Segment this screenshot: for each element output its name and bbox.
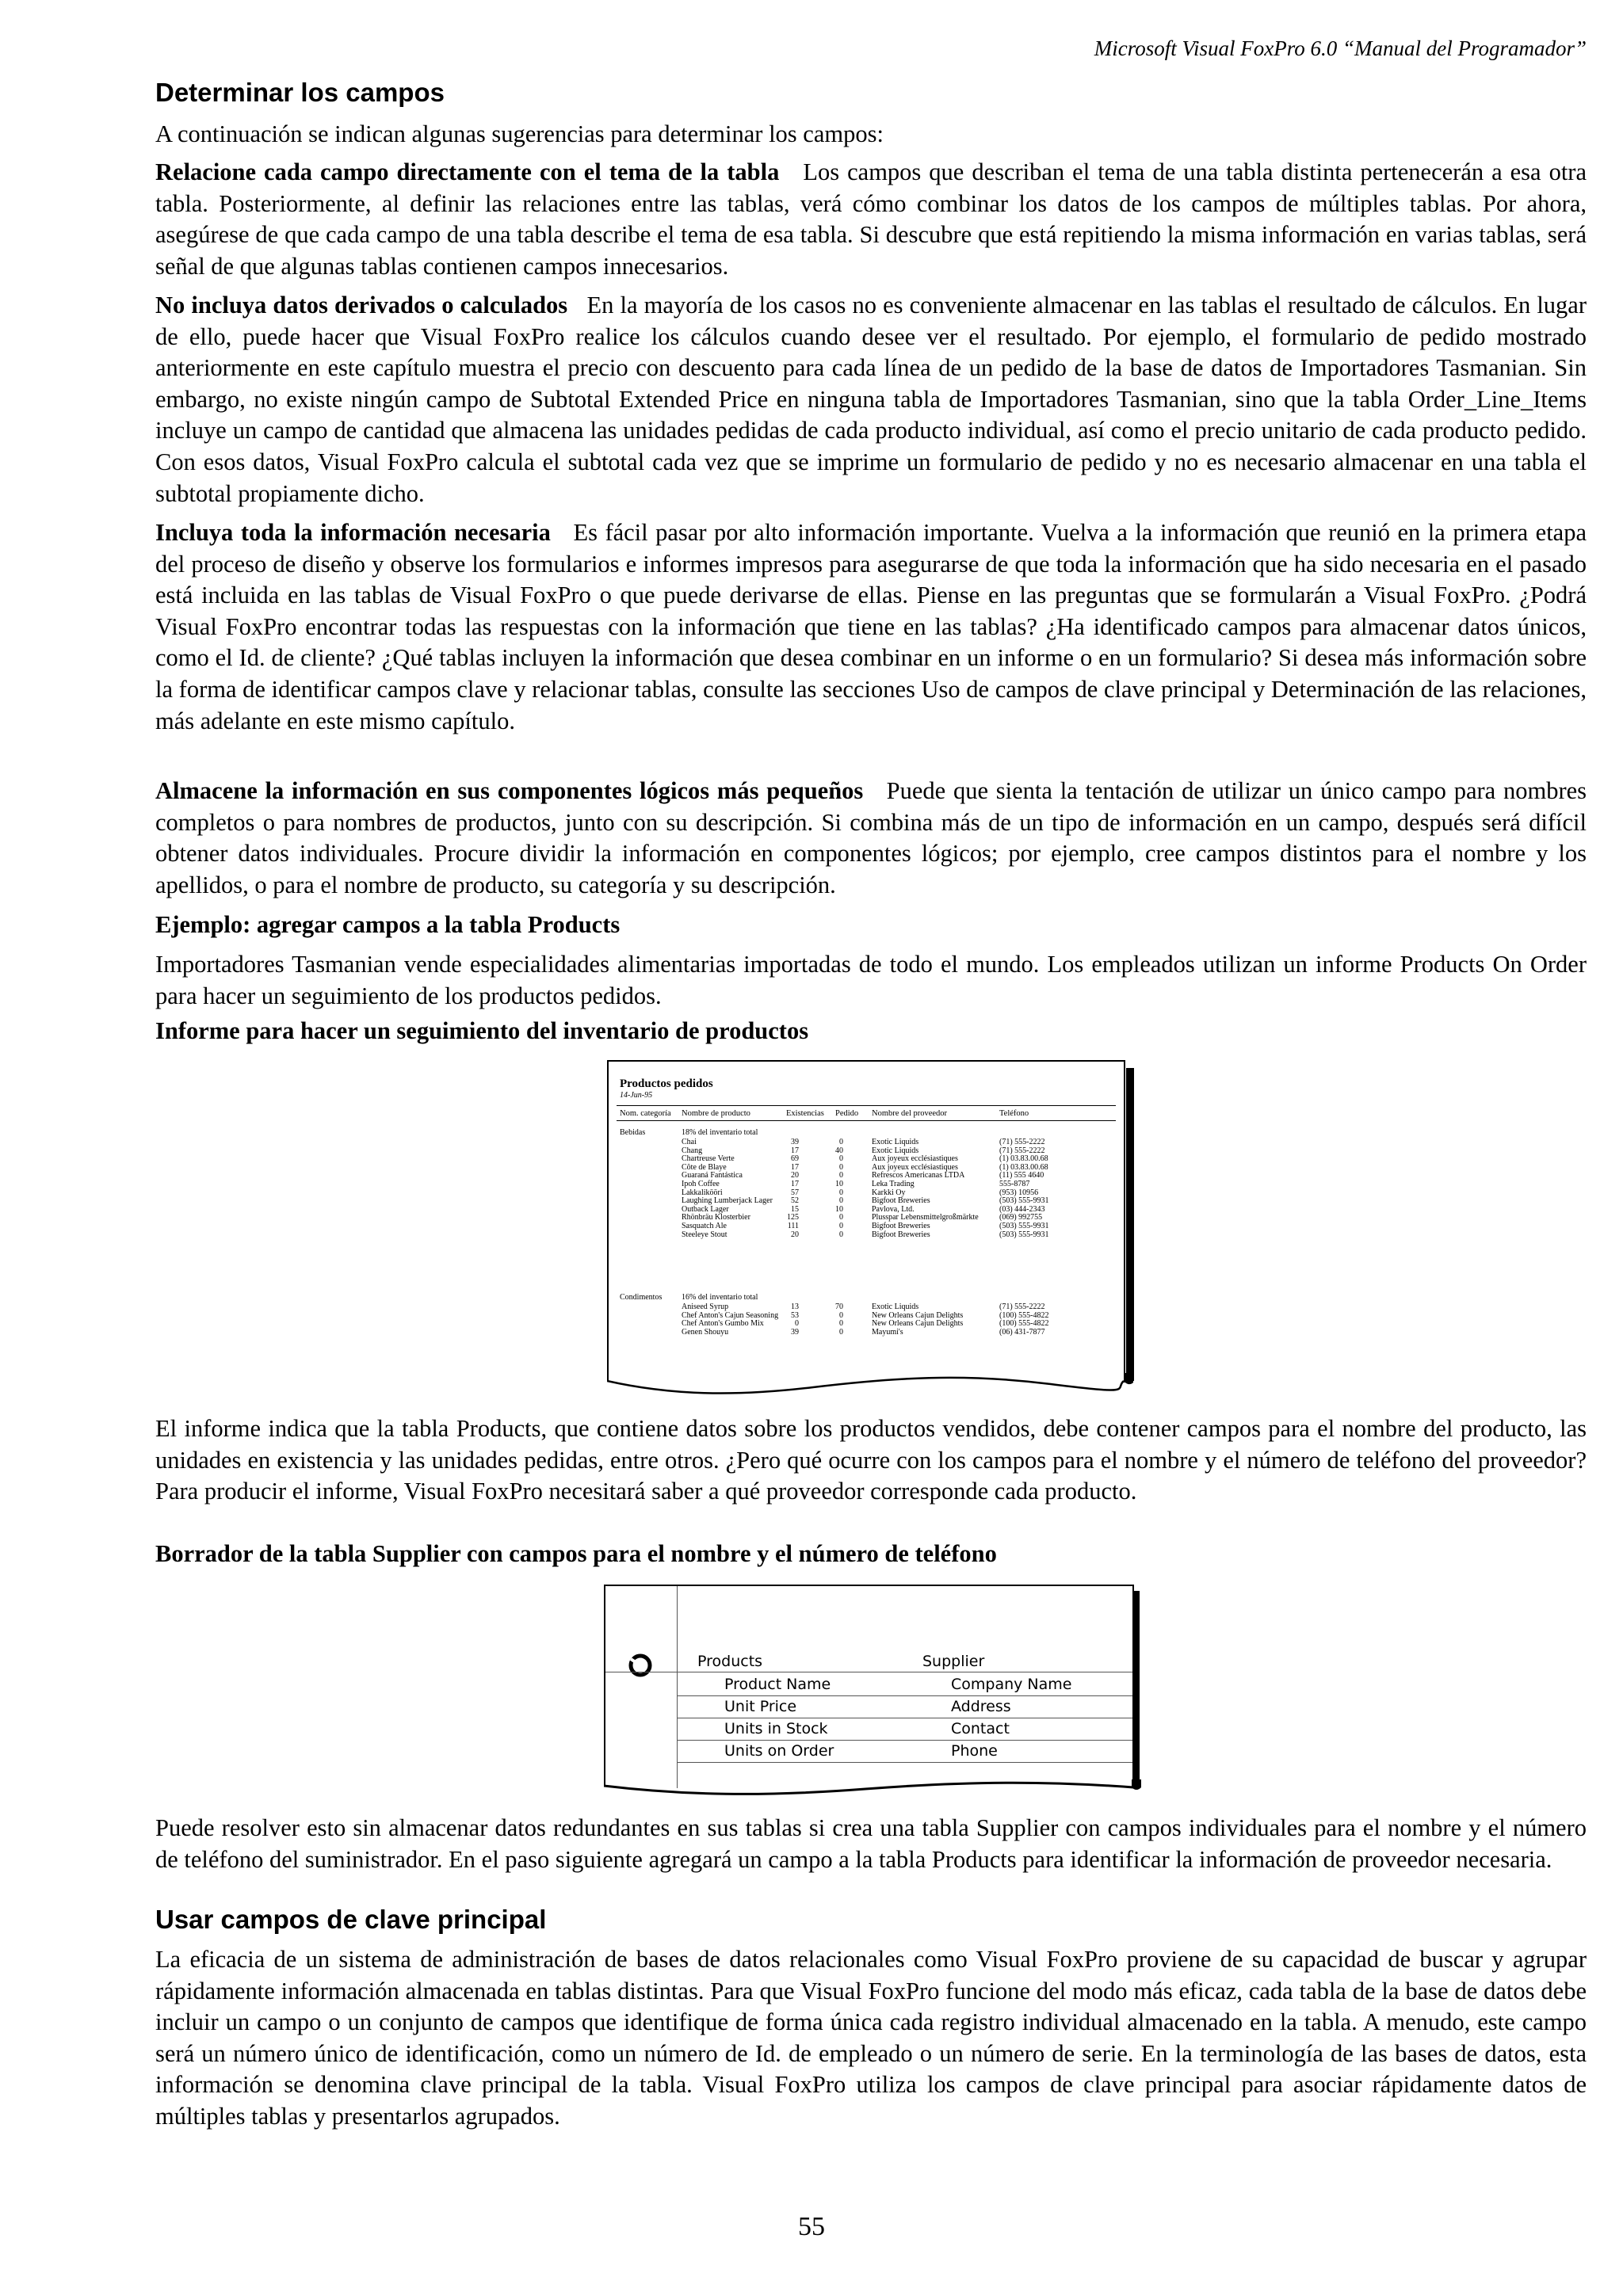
report-col-order: Pedido — [835, 1109, 859, 1118]
report-cell: Chartreuse Verte — [682, 1154, 735, 1164]
report-cell: 10 — [835, 1180, 843, 1188]
products-table-title: Products — [697, 1653, 763, 1670]
report-cell: 0 — [839, 1310, 843, 1320]
paragraph-incluya-toda — [155, 517, 1587, 737]
report-cell: Genen Shouyu — [682, 1327, 729, 1337]
paragraph-lead: Almacene la información en sus componentes lógicos más pequeños — [155, 777, 864, 804]
report-cell: Bigfoot Breweries — [872, 1222, 930, 1230]
report-cell: New Orleans Cajun Delights — [872, 1310, 964, 1320]
pointer-icon — [626, 1651, 658, 1683]
products-field: Unit Price — [724, 1698, 797, 1715]
paragraph-lead: No incluya datos derivados o calculados — [155, 292, 568, 318]
report-cell: Bigfoot Breweries — [872, 1196, 930, 1206]
report-cell: Laughing Lumberjack Lager — [682, 1196, 773, 1206]
report-cell: 0 — [839, 1171, 843, 1180]
report-cell: (71) 555-2222 — [999, 1146, 1045, 1155]
report-cell: Côte de Blaye — [682, 1162, 727, 1172]
supplier-field: Contact — [951, 1720, 1010, 1737]
report-cell: 53 — [791, 1310, 799, 1320]
report-col-supplier: Nombre del proveedor — [872, 1109, 948, 1118]
report-shadow — [1126, 1068, 1134, 1381]
report-cell: 70 — [835, 1302, 843, 1311]
report-cell: (03) 444-2343 — [999, 1204, 1045, 1214]
products-on-order-report — [607, 1060, 1134, 1401]
report-group-category: Bebidas — [620, 1128, 646, 1137]
supplier-field: Address — [951, 1698, 1011, 1715]
supplier-field: Phone — [951, 1742, 998, 1760]
report-cell: 13 — [791, 1302, 799, 1311]
report-cell: Chai — [682, 1138, 697, 1146]
report-cell: Pavlova, Ltd. — [872, 1204, 915, 1214]
report-cell: (953) 10956 — [999, 1188, 1039, 1197]
report-cell: 0 — [839, 1327, 843, 1337]
report-cell: 52 — [791, 1196, 799, 1206]
report-cell: (100) 555-4822 — [999, 1310, 1049, 1320]
report-group-subtitle: 16% del inventario total — [682, 1293, 758, 1302]
section-title-determinar-campos: Determinar los campos — [155, 78, 445, 107]
report-cell: 0 — [795, 1319, 799, 1329]
report-cell: (1) 03.83.00.68 — [999, 1162, 1048, 1172]
report-cell: (503) 555-9931 — [999, 1196, 1049, 1206]
report-caption: Informe para hacer un seguimiento del inventario de productos — [155, 1017, 809, 1044]
report-cell: Chang — [682, 1146, 703, 1155]
report-cell: 39 — [791, 1138, 799, 1146]
paragraph-after-report: El informe indica que la tabla Products, que contiene datos sobre los productos vendidos, debe contener campos para el nombre del producto, las unidades en existencia y las unidades pedidas, entre otros. ¿Pero qué ocurre con los campos para el nombre y el número de teléfono del proveedor? Para producir el informe, Visual FoxPro necesitará saber a qué proveedor corresponde cada producto. — [155, 1415, 1587, 1505]
supplier-caption: Borrador de la tabla Supplier con campos para el nombre y el número de teléfono — [155, 1540, 997, 1567]
products-field: Units on Order — [724, 1742, 834, 1760]
report-cell: 57 — [791, 1188, 799, 1197]
row-line — [677, 1762, 1132, 1763]
figure-frame — [604, 1585, 1134, 1788]
report-cell: Refrescos Americanas LTDA — [872, 1171, 965, 1180]
report-cell: Aux joyeux ecclésiastiques — [872, 1154, 958, 1164]
paragraph-text: En la mayoría de los casos no es conveniente almacenar en las tablas el resultado de cálculos. En lugar de ello, puede hacer que Visual FoxPro realice los cálculos cuando desee ver el resultado. Por ejemplo, el formulario de pedido mostrado anteriormente en este capítulo muestra el precio con descuento para cada línea de un pedido de la base de datos de Importadores Tasmanian. Sin embargo, no existe ningún campo de Subtotal Extended Price en ninguna tabla de Importadores Tasmanian, sino que la tabla Order_Line_Items incluye un campo de cantidad que almacena las unidades pedidas de cada producto individual, así como el precio unitario de cada producto pedido. Con esos datos, Visual FoxPro calcula el subtotal cada vez que se imprime un formulario de pedido y no es necesario almacenar en una tabla el subtotal propiamente dicho. — [155, 292, 1587, 507]
paragraph-text: Es fácil pasar por alto información importante. Vuelva a la información que reunió en la primera etapa del proceso de diseño y observe los formularios e informes impresos para asegurarse de que toda la información que ha sido necesaria en el pasado está incluida en las tablas de Visual FoxPro o que puede derivarse de ellas. Piense en las preguntas que se formularán a Visual FoxPro. ¿Podrá Visual FoxPro encontrar todas las respuestas con la información que tiene en las tablas? ¿Ha identificado campos para almacenar datos únicos, como el Id. de cliente? ¿Qué tablas incluyen la información que desea combinar en un informe o en un formulario? Si desea más información sobre la forma de identificar campos clave y relacionar tablas, consulte las secciones Uso de campos de clave principal y Determinación de las relaciones, más adelante en este mismo capítulo. — [155, 519, 1587, 734]
paragraph-text: Los campos que describan el tema de una tabla distinta pertenecerán a esa otra tabla. Posteriormente, al definir las relaciones entre las tablas, verá cómo combinar los datos de los campos de múltiples tablas. Por ahora, asegúrese de que cada campo de una tabla describe el tema de esa tabla. Si descubre que está repitiendo la misma información en varias tablas, será señal de que algunas tablas contienen campos innecesarios. — [155, 158, 1587, 280]
report-cell: New Orleans Cajun Delights — [872, 1319, 964, 1329]
report-cell: 0 — [839, 1162, 843, 1172]
report-cell: Chef Anton's Cajun Seasoning — [682, 1310, 779, 1320]
report-cell: Mayumi's — [872, 1327, 903, 1337]
report-cell: 0 — [839, 1213, 843, 1222]
report-cell: (71) 555-2222 — [999, 1302, 1045, 1311]
section-intro: A continuación se indican algunas sugerencias para determinar los campos: — [155, 120, 884, 147]
paragraph-almacene — [155, 776, 1587, 901]
section-title-clave-principal: Usar campos de clave principal — [155, 1905, 547, 1934]
report-cell: 20 — [791, 1230, 799, 1239]
products-field: Product Name — [724, 1676, 831, 1693]
report-cell: Ipoh Coffee — [682, 1180, 720, 1188]
report-title: Productos pedidos — [620, 1077, 713, 1090]
report-cell: (503) 555-9931 — [999, 1222, 1049, 1230]
figure-divider — [677, 1672, 678, 1788]
paragraph-after-supplier: Puede resolver esto sin almacenar datos redundantes en sus tablas si crea una tabla Supplier con campos individuales para el nombre y el número de teléfono del suministrador. En el paso siguiente agregará un campo a la tabla Products para identificar la información de proveedor necesaria. — [155, 1814, 1587, 1873]
report-cell: 15 — [791, 1204, 799, 1214]
report-cell: Plusspar Lebensmittelgroßmärkte — [872, 1213, 979, 1222]
report-group-subtitle: 18% del inventario total — [682, 1128, 758, 1137]
report-cell: Steeleye Stout — [682, 1230, 727, 1239]
report-cell: Outback Lager — [682, 1204, 729, 1214]
report-cell: Exotic Liquids — [872, 1302, 919, 1311]
paragraph-lead: Incluya toda la información necesaria — [155, 519, 551, 546]
report-cell: (069) 992755 — [999, 1213, 1043, 1222]
supplier-field: Company Name — [951, 1676, 1072, 1693]
report-cell: 40 — [835, 1146, 843, 1155]
report-group-category: Condimentos — [620, 1293, 663, 1302]
report-date: 14-Jun-95 — [620, 1091, 653, 1100]
report-cell: 125 — [787, 1213, 799, 1222]
report-col-phone: Teléfono — [999, 1109, 1029, 1118]
report-cell: (06) 431-7877 — [999, 1327, 1045, 1337]
report-cell: 0 — [839, 1154, 843, 1164]
page-number: 55 — [798, 2212, 825, 2241]
running-header: Microsoft Visual FoxPro 6.0 “Manual del Programador” — [1094, 36, 1587, 60]
supplier-table-title: Supplier — [922, 1653, 985, 1670]
report-cell: (503) 555-9931 — [999, 1230, 1049, 1239]
supplier-table-draft-figure — [604, 1585, 1143, 1798]
report-cell: Rhönbräu Klosterbier — [682, 1213, 750, 1222]
report-col-stock: Existencias — [786, 1109, 824, 1118]
report-cell: (71) 555-2222 — [999, 1138, 1045, 1146]
report-cell: Karkki Oy — [872, 1188, 906, 1197]
report-cell: (100) 555-4822 — [999, 1319, 1049, 1329]
report-cell: Exotic Liquids — [872, 1146, 919, 1155]
report-cell: 39 — [791, 1327, 799, 1337]
row-line — [677, 1695, 1132, 1696]
row-line — [677, 1740, 1132, 1741]
report-cell: Bigfoot Breweries — [872, 1230, 930, 1239]
report-cell: 0 — [839, 1138, 843, 1146]
paragraph-text: Puede que sienta la tentación de utilizar un único campo para nombres completos o para nombres de productos, junto con su descripción. Si combina más de un tipo de información en un campo, después será difícil obtener datos individuales. Procure dividir la información en componentes lógicos; por ejemplo, cree campos distintos para el nombre y los apellidos, o para el nombre de producto, su categoría y su descripción. — [155, 777, 1587, 898]
report-cell: 0 — [839, 1196, 843, 1206]
report-cell: Chef Anton's Gumbo Mix — [682, 1319, 764, 1329]
paragraph-lead: Relacione cada campo directamente con el tema de la tabla — [155, 158, 780, 185]
report-cell: 0 — [839, 1222, 843, 1230]
report-cell: Exotic Liquids — [872, 1138, 919, 1146]
report-cell: 111 — [787, 1222, 799, 1230]
products-field: Units in Stock — [724, 1720, 828, 1737]
report-cell: 0 — [839, 1230, 843, 1239]
figure-torn-edge — [604, 1779, 1143, 1803]
paragraph-relacione — [155, 157, 1587, 282]
paragraph-clave-principal: La eficacia de un sistema de administración de bases de datos relacionales como Visual FoxPro proviene de su capacidad de buscar y agrupar rápidamente información almacenada en tablas distintas. Para que Visual FoxPro funcione del modo más eficaz, cada tabla de la base de datos debe incluir un campo o un conjunto de campos que identifique de forma única cada registro individual almacenado en la tabla. A menudo, este campo será un número único de identificación, como un número de Id. de empleado o un número de serie. En la terminología de las bases de datos, esta información se denomina clave principal de la tabla. Visual FoxPro utiliza los campos de clave principal para asociar rápidamente datos de múltiples tablas y presentarlos agrupados. — [155, 1946, 1587, 2130]
report-sheet — [607, 1060, 1125, 1383]
report-cell: Aniseed Syrup — [682, 1302, 729, 1311]
report-cell: 17 — [791, 1162, 799, 1172]
report-cell: Sasquatch Ale — [682, 1222, 727, 1230]
report-cell: 10 — [835, 1204, 843, 1214]
report-cell: (1) 03.83.00.68 — [999, 1154, 1048, 1164]
report-cell: 0 — [839, 1319, 843, 1329]
report-rule — [617, 1120, 1116, 1121]
example-text: Importadores Tasmanian vende especialidades alimentarias importadas de todo el mundo. Los empleados utilizan un informe Products On Order para hacer un seguimiento de los productos pedidos. — [155, 951, 1587, 1009]
report-cell: 17 — [791, 1180, 799, 1188]
report-cell: Guaraná Fantástica — [682, 1171, 743, 1180]
report-cell: 20 — [791, 1171, 799, 1180]
report-cell: 555-8787 — [999, 1180, 1030, 1188]
report-cell: Leka Trading — [872, 1180, 915, 1188]
report-cell: (11) 555 4640 — [999, 1171, 1044, 1180]
report-cell: 0 — [839, 1188, 843, 1197]
report-col-category: Nom. categoría — [620, 1109, 671, 1118]
report-cell: 69 — [791, 1154, 799, 1164]
report-cell: 17 — [791, 1146, 799, 1155]
report-torn-edge — [607, 1373, 1134, 1405]
paragraph-no-incluya — [155, 290, 1587, 509]
example-title: Ejemplo: agregar campos a la tabla Products — [155, 911, 621, 938]
report-rule — [617, 1105, 1116, 1106]
report-cell: Aux joyeux ecclésiastiques — [872, 1162, 958, 1172]
report-col-product: Nombre de producto — [682, 1109, 750, 1118]
report-cell: Lakkalikööri — [682, 1188, 723, 1197]
